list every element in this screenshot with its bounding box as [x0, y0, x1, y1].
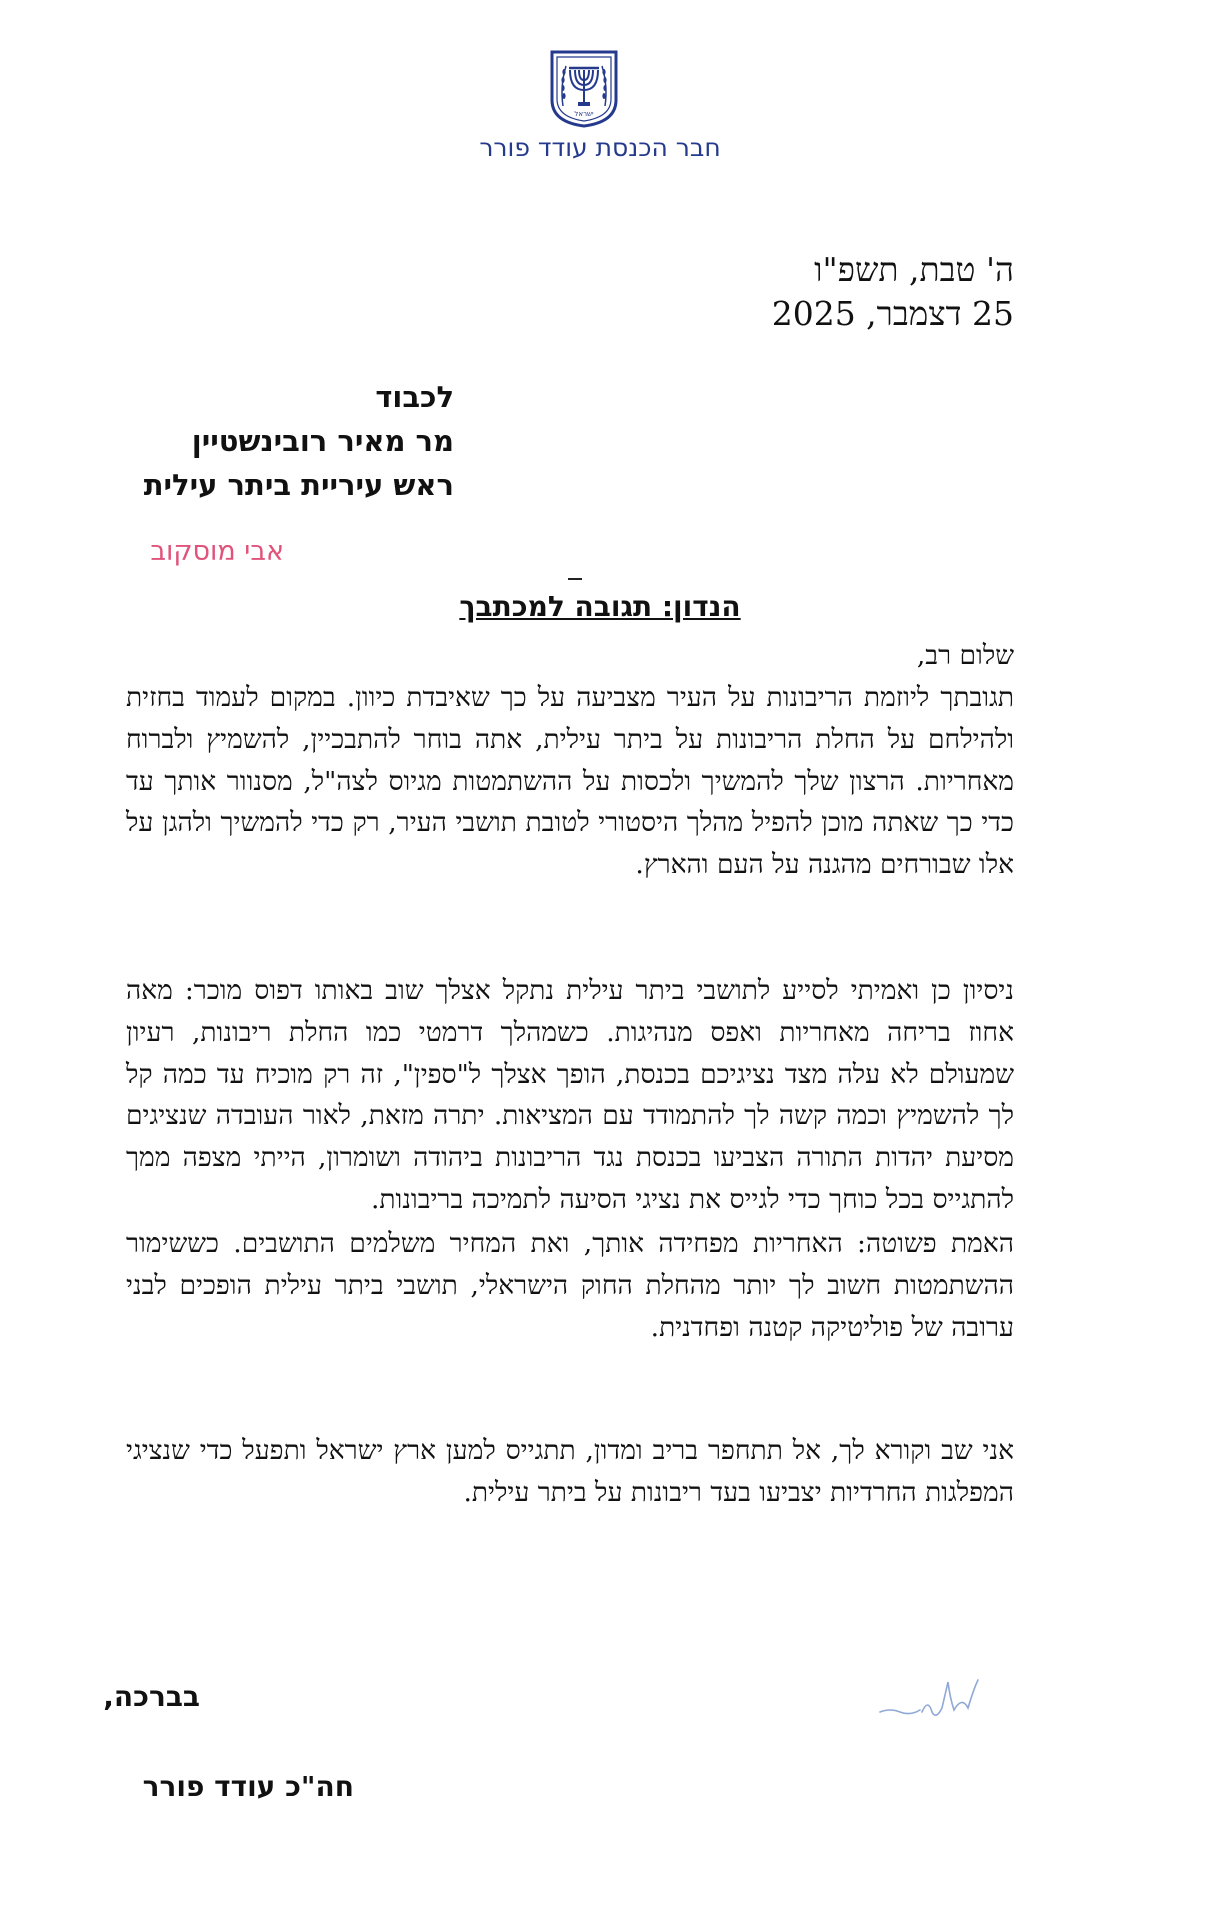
body-paragraph-1 — [126, 677, 1014, 886]
emblem-text: ישראל — [574, 110, 594, 118]
paragraph-text: אני שב וקורא לך, אל תתחפר בריב ומדון, תתגייס למען ארץ ישראל ותפעל כדי שנציגי המפלגות החרדיות יצביעו בעד ריבונות על ביתר עילית. — [126, 1435, 1014, 1508]
salutation: שלום רב, — [916, 640, 1014, 671]
handwritten-note: אבי מוסקוב — [150, 536, 284, 567]
subject-line: הנדון: תגובה למכתבך — [459, 590, 741, 623]
gregorian-date: 25 דצמבר, 2025 — [771, 294, 1014, 333]
office-title: חבר הכנסת עודד פורר — [479, 133, 721, 162]
signature-mark — [870, 1668, 990, 1728]
addressee-block — [94, 375, 454, 507]
addressee-greeting: לכבוד — [375, 380, 454, 414]
addressee-name: מר מאיר רובינשטיין — [191, 424, 454, 458]
addressee-title: ראש עיריית ביתר עילית — [143, 468, 454, 502]
body-paragraph-3 — [126, 1223, 1014, 1348]
closing-line: בברכה, — [103, 1680, 200, 1713]
hebrew-date: ה' טבת, תשפ"ו — [814, 250, 1014, 289]
signer-name: חה"כ עודד פורר — [142, 1770, 354, 1803]
paragraph-text: תגובתך ליוזמת הריבונות על העיר מצביעה על כך שאיבדת כיוון. במקום לעמוד בחזית ולהילחם על החלת הריבונות על ביתר עילית, אתה בוחר להתבכיין, להשמיץ ולברוח מאחריות. הרצון שלך להמשיך ולכסות על ההשתמטות מגיוס לצה"ל, מסנוור אותך עד כדי כך שאתה מוכן להפיל מהלך היסטורי לטובת תושבי העיר, רק כדי להמשיך ולהגן על אלו שבורחים מהגנה על העם והארץ. — [126, 682, 1014, 881]
paragraph-text: האמת פשוטה: האחריות מפחידה אותך, ואת המחיר משלמים התושבים. כששימור ההשתמטות חשוב לך יותר מהחלת החוק הישראלי, תושבי ביתר עילית הופכים לבני ערובה של פוליטיקה קטנה ופחדנית. — [126, 1228, 1014, 1343]
dash-mark — [568, 578, 582, 580]
body-paragraph-4 — [126, 1430, 1014, 1514]
knesset-emblem-icon — [548, 48, 620, 128]
body-paragraph-2 — [126, 970, 1014, 1221]
paragraph-text: ניסיון כן ואמיתי לסייע לתושבי ביתר עילית נתקל אצלך שוב באותו דפוס מוכר: מאה אחוז בריחה מאחריות ואפס מנהיגות. כשמהלך דרמטי כמו החלת ריבונות, רעיון שמעולם לא עלה מצד נציגיכם בכנסת, הופך אצלך ל"ספין", זה רק מוכיח עד כמה קל לך להשמיץ וכמה קשה לך להתמודד עם המציאות. יתרה מזאת, לאור העובדה שנציגים מסיעת יהדות התורה הצביעו בכנסת נגד הריבונות ביהודה ושומרון, הייתי מצפה ממך להתגייס בכל כוחך כדי לגייס את נציגי הסיעה לתמיכה בריבונות. — [126, 975, 1014, 1215]
